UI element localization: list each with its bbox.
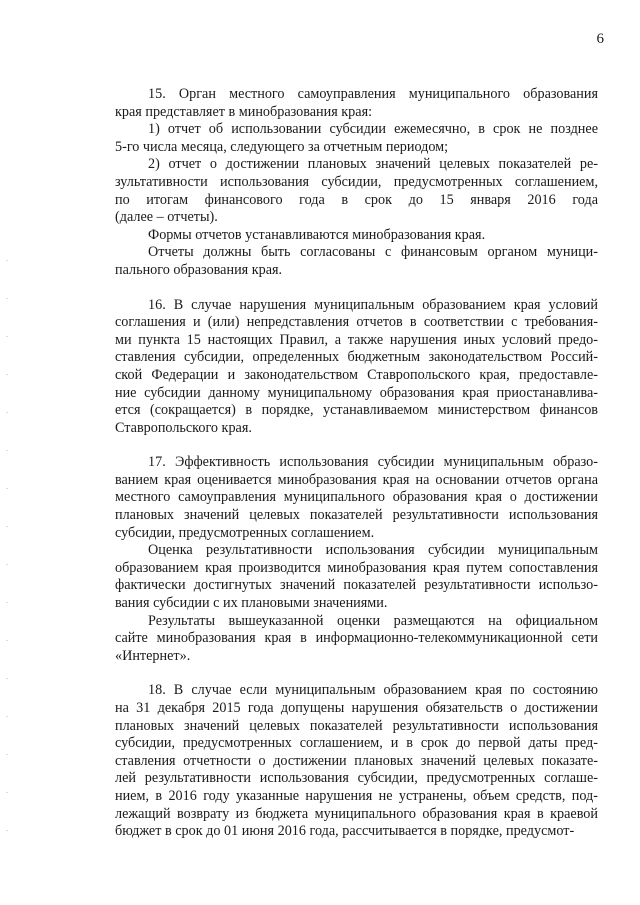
text-line: ванием края оценивается минобразования края на основании отчетов органа <box>115 471 598 488</box>
text-line: Формы отчетов устанавливаются минобразования края. <box>148 226 486 243</box>
paragraph <box>115 86 598 121</box>
text-line: (далее – отчеты). <box>115 209 218 226</box>
document-section <box>115 682 598 840</box>
text-line: зультативности использования субсидии, предусмотренных соглашением, <box>115 173 598 190</box>
text-line: образованием края производится минобразования края путем сопоставления <box>115 559 598 576</box>
text-line: бюджет в срок до 01 июня 2016 года, рассчитывается в порядке, предусмот- <box>115 823 575 840</box>
text-line: по итогам финансового года в срок до 15 января 2016 года <box>115 191 598 208</box>
paragraph <box>115 244 598 279</box>
paragraph <box>115 682 598 840</box>
paragraph <box>115 542 598 612</box>
paragraph <box>115 121 598 156</box>
text-line: ется (сокращается) в порядке, устанавливаемом министерством финансов <box>115 402 598 419</box>
text-line: субсидии, предусмотренных соглашением. <box>115 524 375 541</box>
text-line: Отчеты должны быть согласованы с финансовым органом муници- <box>148 244 598 261</box>
text-line: пального образования края. <box>115 261 283 278</box>
text-line: субсидии, предусмотренных соглашением, и в срок до первой даты пред- <box>115 735 598 752</box>
text-line: плановых значений целевых показателей результативности использования <box>115 717 598 734</box>
text-line: края представляет в минобразования края: <box>115 103 373 120</box>
document-section <box>115 454 598 665</box>
section-gap <box>115 437 598 454</box>
paragraph <box>115 297 598 438</box>
text-line: 1) отчет об использовании субсидии ежемесячно, в срок не позднее <box>148 121 598 138</box>
document-body <box>115 86 598 841</box>
text-line: 2) отчет о достижении плановых значений целевых показателей ре- <box>148 156 598 173</box>
text-line: Результаты вышеуказанной оценки размещаются на официальном <box>148 612 598 629</box>
page-number: 6 <box>596 31 604 47</box>
text-line: Ставропольского края. <box>115 419 252 436</box>
section-gap <box>115 665 598 682</box>
text-line: сайте минобразования края в информационно-телекоммуникационной сети <box>115 630 598 647</box>
paragraph <box>115 156 598 226</box>
text-line: соглашения и (или) непредставления отчетов в соответствии с требования- <box>115 314 598 331</box>
text-line: ми пункта 15 настоящих Правил, а также нарушения иных условий предо- <box>115 331 598 348</box>
text-line: местного самоуправления муниципального образования края о достижении <box>115 489 598 506</box>
text-line: Оценка результативности использования субсидии муниципальным <box>148 542 598 559</box>
text-line: плановых значений целевых показателей результативности использования <box>115 507 598 524</box>
text-line: «Интернет». <box>115 647 191 664</box>
text-line: ставления отчетности о достижении плановых значений целевых показате- <box>115 752 598 769</box>
text-line: нием, в 2016 году указанные нарушения не устранены, объем средств, под- <box>115 787 598 804</box>
text-line: ставления субсидии, определенных бюджетным законодательством Россий- <box>115 349 598 366</box>
text-line: на 31 декабря 2015 года допущены нарушения обязательств о достижении <box>115 700 598 716</box>
text-line: фактически достигнутых значений показателей результативности использо- <box>115 577 598 594</box>
section-gap <box>115 280 598 297</box>
document-section <box>115 86 598 280</box>
text-line: 15. Орган местного самоуправления муниципального образования <box>148 86 598 102</box>
text-line: 17. Эффективность использования субсидии муниципальным образо- <box>148 454 598 471</box>
paragraph <box>115 454 598 542</box>
document-section <box>115 297 598 438</box>
text-line: лежащий возврату из бюджета муниципального образования края в краевой <box>115 805 598 822</box>
text-line: ской Федерации и законодательством Ставропольского края, предоставле- <box>115 366 598 383</box>
text-line: 16. В случае нарушения муниципальным образованием края условий <box>148 296 598 313</box>
text-line: 5-го числа месяца, следующего за отчетным периодом; <box>115 138 449 155</box>
paragraph <box>115 227 598 245</box>
text-line: лей результативности использования субсидии, предусмотренных соглаше- <box>115 770 598 787</box>
paragraph <box>115 613 598 666</box>
scan-artifact <box>6 260 8 860</box>
text-line: вания субсидии с их плановыми значениями. <box>115 595 388 612</box>
text-line: 18. В случае если муниципальным образованием края по состоянию <box>148 682 598 699</box>
text-line: ние субсидии данному муниципальному образования края приостанавлива- <box>115 384 598 401</box>
